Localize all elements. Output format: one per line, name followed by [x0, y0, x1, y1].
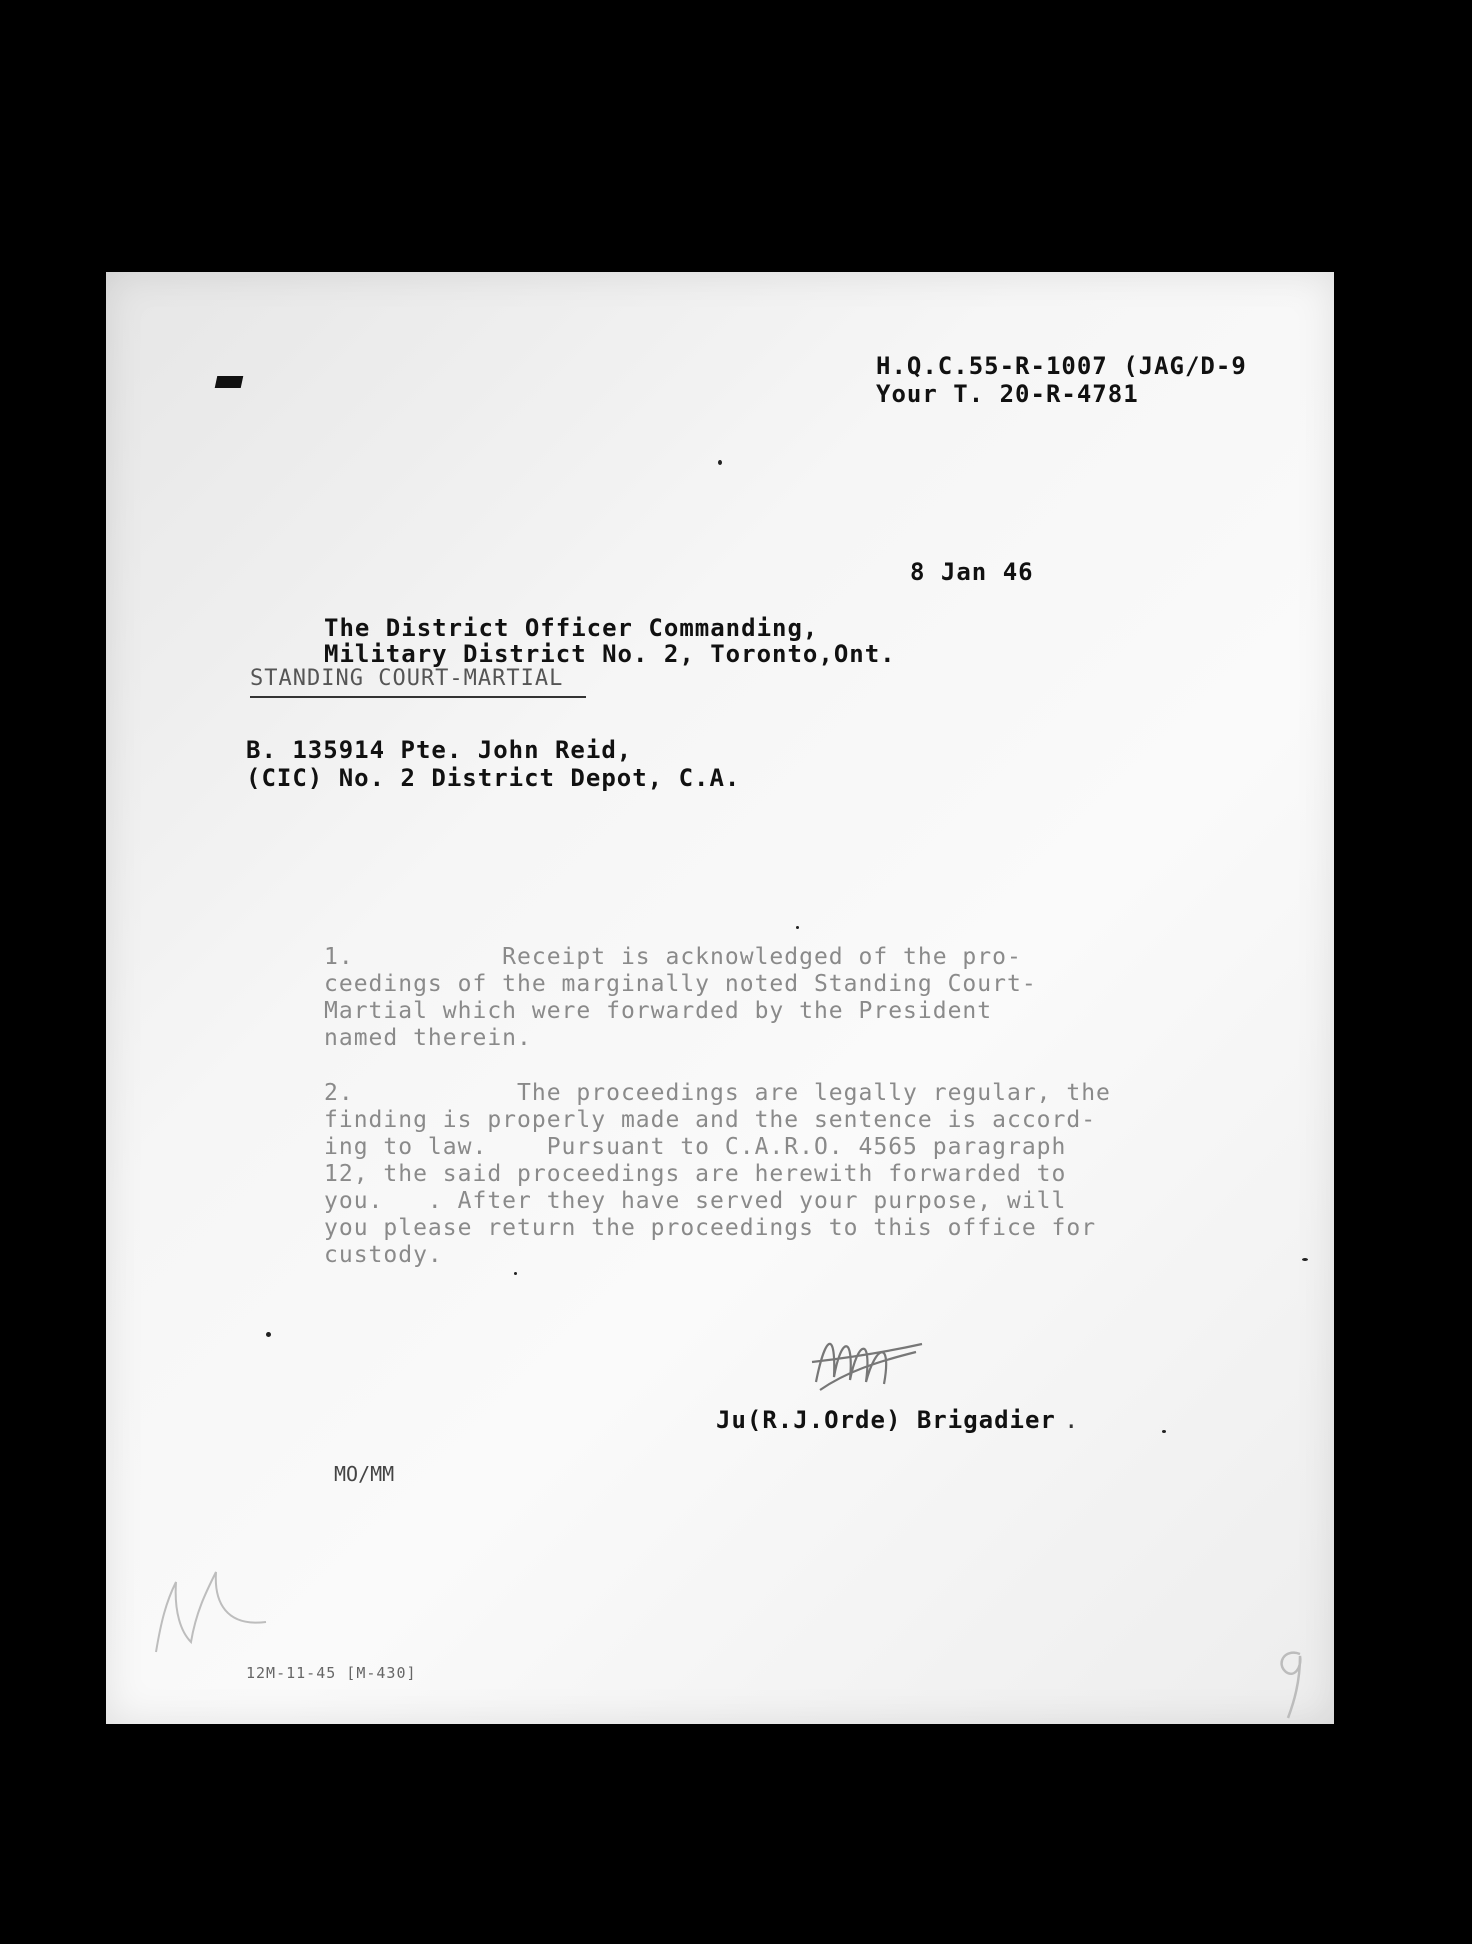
page-number-mark — [1266, 1642, 1316, 1722]
pencil-notation — [136, 1542, 276, 1662]
soldier-line-1: B. 135914 Pte. John Reid, — [246, 736, 633, 764]
speck — [796, 926, 799, 929]
paragraph-line: 1. Receipt is acknowledged of the pro- — [324, 944, 1022, 970]
addressee-line-1: The District Officer Commanding, — [324, 614, 819, 642]
letter-page — [106, 272, 1334, 1724]
paragraph-line: you. . After they have served your purpose, will — [324, 1188, 1067, 1214]
paragraph-line: finding is properly made and the sentence is accord- — [324, 1107, 1097, 1133]
speck — [514, 1272, 517, 1275]
typist-initials: MO/MM — [334, 1462, 395, 1486]
paragraph-line: custody. — [324, 1242, 443, 1268]
speck — [1162, 1430, 1166, 1433]
paragraph-line: named therein. — [324, 1025, 532, 1051]
signature-period: . — [1064, 1406, 1079, 1434]
signatory-name: Ju(R.J.Orde) Brigadier — [716, 1406, 1056, 1434]
speck — [1302, 1258, 1308, 1261]
paragraph-line: you please return the proceedings to this office for — [324, 1215, 1097, 1241]
paragraph-line: Martial which were forwarded by the President — [324, 998, 993, 1024]
addressee-line-2: Military District No. 2, Toronto,Ont. — [324, 640, 896, 668]
punch-mark — [215, 376, 244, 388]
soldier-line-2: (CIC) No. 2 District Depot, C.A. — [246, 764, 741, 792]
speck — [266, 1332, 271, 1337]
subject-underline — [250, 696, 586, 698]
paragraph-1 — [324, 944, 1164, 1052]
speck — [718, 460, 722, 465]
subject-heading: STANDING COURT-MARTIAL — [250, 666, 564, 691]
paragraph-line: ceedings of the marginally noted Standing Court- — [324, 971, 1037, 997]
your-reference: Your T. 20-R-4781 — [876, 380, 1139, 408]
paragraph-line: 2. The proceedings are legally regular, the — [324, 1080, 1111, 1106]
handwritten-signature — [806, 1322, 926, 1402]
file-reference: H.Q.C.55-R-1007 (JAG/D-9 — [876, 352, 1247, 380]
paragraph-line: 12, the said proceedings are herewith forwarded to — [324, 1161, 1067, 1187]
letter-date: 8 Jan 46 — [910, 558, 1034, 586]
paragraph-2 — [324, 1080, 1164, 1269]
form-number: 12M-11-45 [M-430] — [246, 1664, 417, 1682]
paragraph-line: ing to law. Pursuant to C.A.R.O. 4565 paragraph — [324, 1134, 1067, 1160]
